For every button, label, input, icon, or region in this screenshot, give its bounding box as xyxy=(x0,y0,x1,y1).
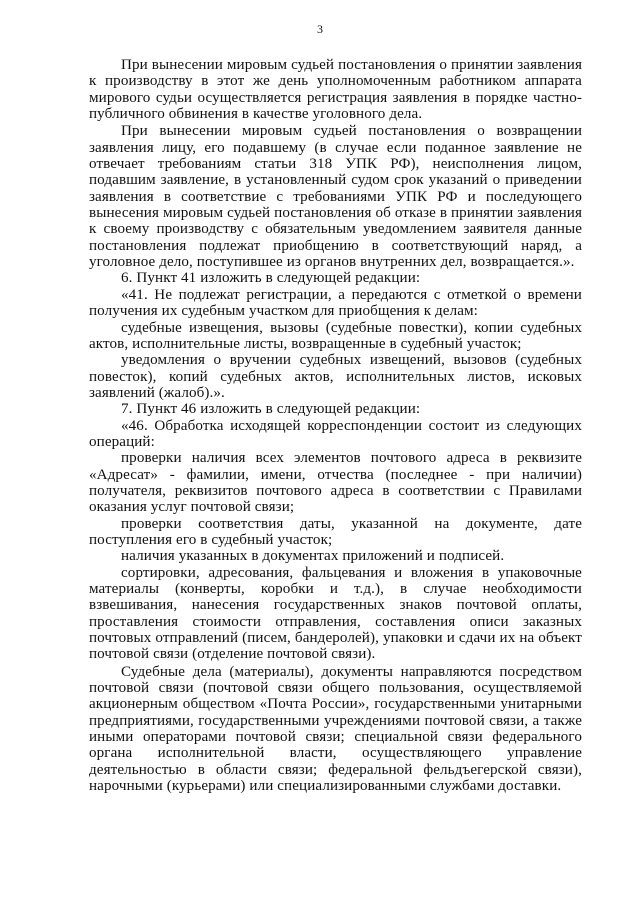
page-number: 3 xyxy=(317,22,323,36)
list-item-address-check: проверки наличия всех элементов почтового адреса в реквизите «Адресат» - фамилии, имени, отчества (последнее - при наличии) получателя, реквизитов почтового адреса в соответствии с Правилами оказания услуг почтовой связи; xyxy=(89,450,582,516)
document-body xyxy=(89,57,582,794)
paragraph-point-6-heading: 6. Пункт 41 изложить в следующей редакции: xyxy=(121,270,421,287)
paragraph-court-cases-delivery: Судебные дела (материалы), документы направляются посредством почтовой связи (почтовой связи общего пользования, осуществляемой акционерным обществом «Почта России», государственными унитарными предприятиями, государственными учреждениями почтовой связи, а также иными операторами почтовой связи; специальной связи федерального органа исполнительной власти, осуществляющего управление деятельностью в области связи; федеральной фельдъегерской связи), нарочными (курьерами) или специализированными службами доставки. xyxy=(89,663,582,795)
paragraph-registration: При вынесении мировым судьей постановления о принятии заявления к производству в этот же день уполномоченным работником аппарата мирового судьи осуществляется регистрация заявления в порядке частно-публичного обвинения в качестве уголовного дела. xyxy=(89,57,582,123)
paragraph-point-41: «41. Не подлежат регистрации, а передаются с отметкой о времени получения их судебным участком для приобщения к делам: xyxy=(89,286,582,320)
paragraph-point-46: «46. Обработка исходящей корреспонденции состоит из следующих операций: xyxy=(89,417,582,450)
list-item-attachments-check: наличия указанных в документах приложений и подписей. xyxy=(121,548,505,565)
list-item-sorting-packing: сортировки, адресования, фальцевания и вложения в упаковочные материалы (конверты, коробки и т.д.), в случае необходимости взвешивания, нанесения государственных знаков почтовой оплаты, проставления стоимости отправления, составления описи заказных почтовых отправлений (писем, бандеролей), упаковки и сдачи их на объект почтовой связи (отделение почтовой связи). xyxy=(89,564,582,663)
paragraph-point-7-heading: 7. Пункт 46 изложить в следующей редакции: xyxy=(121,401,421,418)
paragraph-return-of-application: При вынесении мировым судьей постановления о возвращении заявления лицу, его подавшему (в случае если поданное заявление не отвечает требованиям статьи 318 УПК РФ), неисполнения лицом, подавшим заявление, в установленный судом срок указаний о приведении заявления в соответствие с требованиями УПК РФ и последующего вынесения мировым судьей постановления об отказе в принятии заявления к своему производству с обязательным уведомлением заявителя данные постановления подлежат приобщению в соответствующий наряд, а уголовное дело, поступившее из органов внутренних дел, возвращается.». xyxy=(89,123,582,271)
list-item-date-check: проверки соответствия даты, указанной на документе, дате поступления его в судебный участок; xyxy=(89,515,582,548)
list-item-delivery-notifications: уведомления о вручении судебных извещений, вызовов (судебных повесток), копий судебных актов, исполнительных листов, исковых заявлений (жалоб).». xyxy=(89,352,582,401)
list-item-court-notices: судебные извещения, вызовы (судебные повестки), копии судебных актов, исполнительные листы, возвращенные в судебный участок; xyxy=(89,319,582,352)
